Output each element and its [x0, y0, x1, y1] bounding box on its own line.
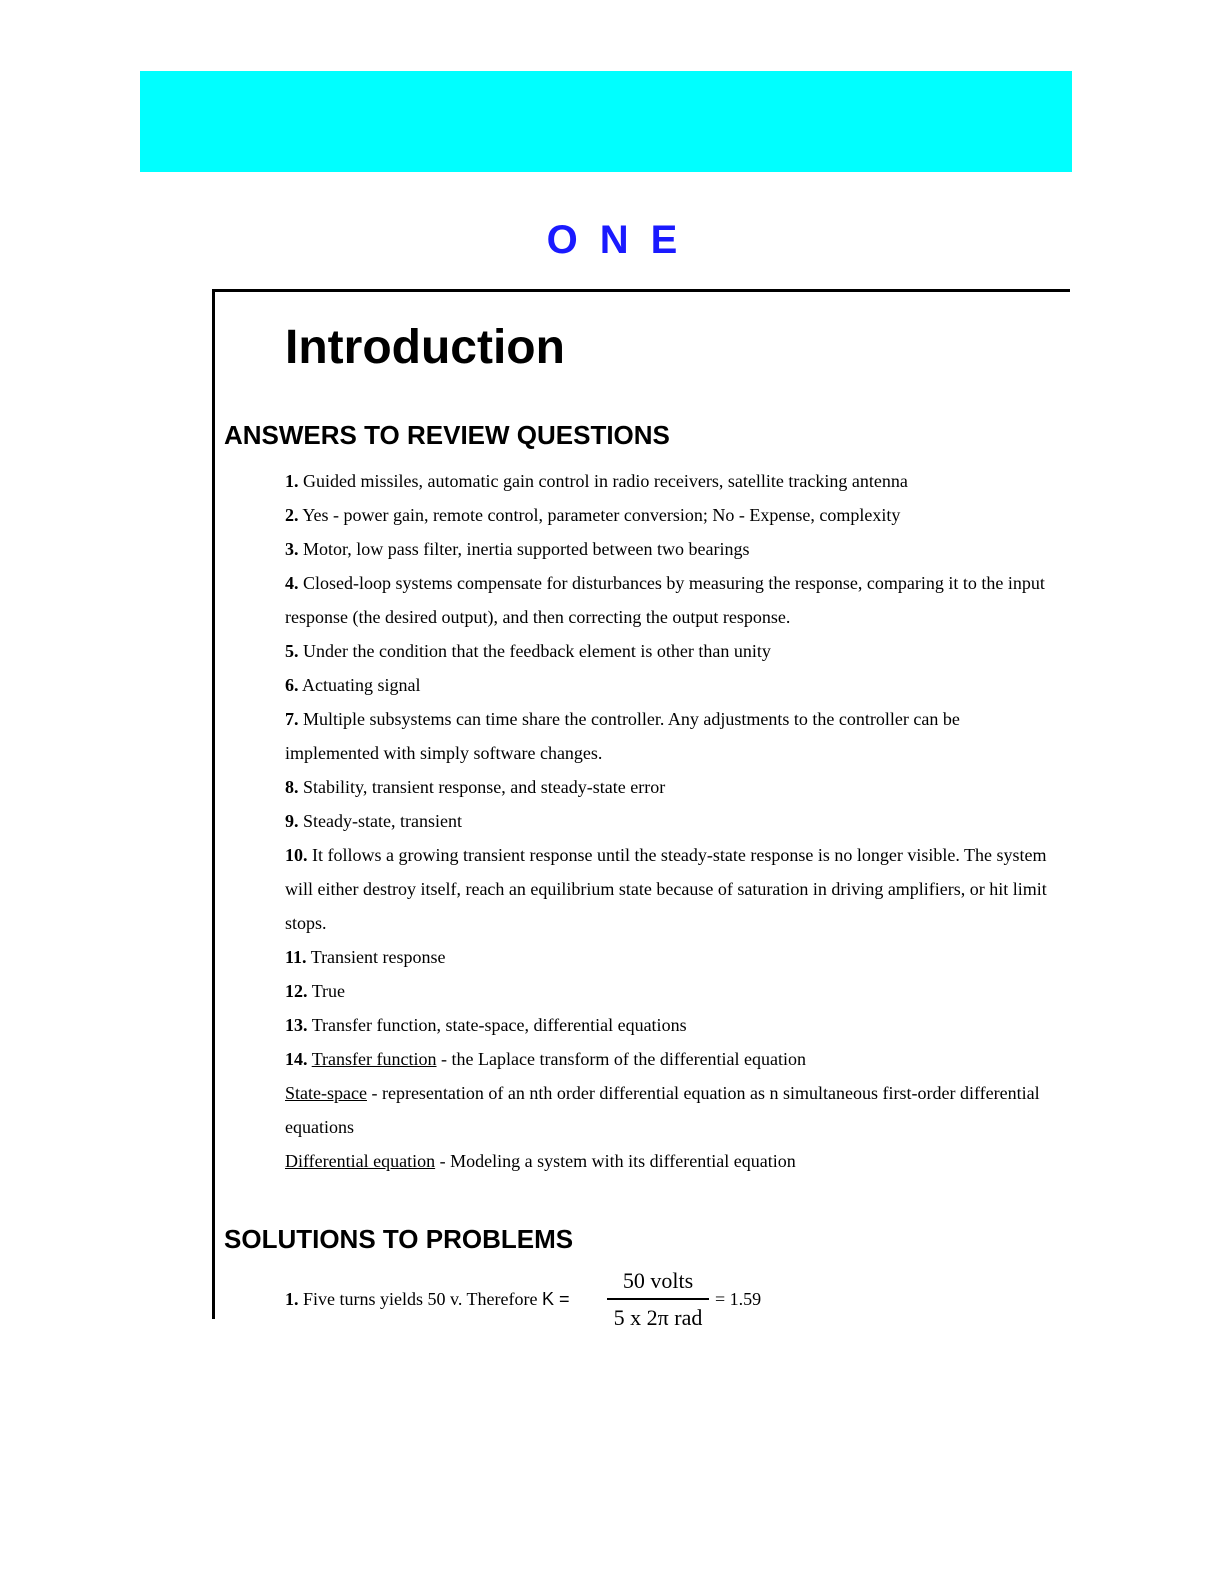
answer-text: Yes - power gain, remote control, parameter conversion; No - Expense, complexity	[302, 505, 901, 525]
answer-item	[285, 1008, 1085, 1042]
answer-text: Under the condition that the feedback element is other than unity	[303, 641, 771, 661]
answer-item	[285, 804, 1085, 838]
answer-number: 9.	[285, 811, 299, 831]
answer-text: Steady-state, transient	[303, 811, 462, 831]
frame-top-rule	[212, 289, 1070, 292]
fraction-denominator: 5 x 2π rad	[613, 1305, 703, 1330]
answer-item	[285, 464, 1085, 498]
definition-text: - representation of an nth order differential equation as n simultaneous first-order differential equations	[285, 1083, 1040, 1137]
answer-item	[285, 668, 1085, 702]
problem-statement	[285, 1289, 569, 1310]
answer-number: 2.	[285, 505, 299, 525]
definition-item	[285, 1144, 1085, 1178]
answer-text: Transfer function, state-space, differential equations	[311, 1015, 687, 1035]
answer-text: Motor, low pass filter, inertia supported between two bearings	[303, 539, 750, 559]
answer-item	[285, 838, 1075, 940]
answer-number: 5.	[285, 641, 299, 661]
gain-label: K =	[541, 1289, 570, 1309]
definition-text: - Modeling a system with its differential equation	[435, 1151, 796, 1171]
answer-number: 12.	[285, 981, 308, 1001]
gain-fraction	[607, 1266, 709, 1333]
definition-term: Transfer function	[311, 1049, 437, 1069]
problem-number: 1.	[285, 1289, 299, 1309]
answer-item	[285, 498, 1085, 532]
answer-number: 1.	[285, 471, 299, 491]
chapter-banner	[140, 71, 1072, 172]
answer-text: Guided missiles, automatic gain control in radio receivers, satellite tracking antenna	[303, 471, 908, 491]
answer-item	[285, 702, 1045, 770]
definition-term: Differential equation	[285, 1151, 436, 1171]
problem-text: Five turns yields 50 v. Therefore	[303, 1289, 538, 1309]
answer-number: 3.	[285, 539, 299, 559]
answer-item	[285, 940, 1085, 974]
fraction-bar	[607, 1298, 709, 1300]
chapter-title: Introduction	[285, 321, 565, 374]
answer-number: 8.	[285, 777, 299, 797]
answer-text: Transient response	[310, 947, 446, 967]
answer-number: 11.	[285, 947, 307, 967]
answer-number: 6.	[285, 675, 299, 695]
answer-item	[285, 634, 1085, 668]
answer-text: Closed-loop systems compensate for disturbances by measuring the response, comparing it to the input response (the desired output), and then correcting the output response.	[285, 573, 1045, 627]
answer-text: Actuating signal	[302, 675, 421, 695]
gain-result: = 1.59	[715, 1289, 762, 1309]
definition-text: - the Laplace transform of the differential equation	[436, 1049, 807, 1069]
answer-item	[285, 532, 1085, 566]
answer-item	[285, 566, 1065, 634]
answer-text: Multiple subsystems can time share the controller. Any adjustments to the controller can be implemented with simply software changes.	[285, 709, 960, 763]
answer-number: 13.	[285, 1015, 308, 1035]
answer-text: True	[311, 981, 346, 1001]
definition-item	[285, 1076, 1045, 1144]
answer-item	[285, 1042, 1085, 1076]
definition-term: State-space	[285, 1083, 367, 1103]
answer-number: 10.	[285, 845, 308, 865]
answer-item	[285, 770, 1085, 804]
answer-number: 7.	[285, 709, 299, 729]
solutions-heading: SOLUTIONS TO PROBLEMS	[224, 1224, 574, 1254]
answer-item	[285, 974, 1085, 1008]
answer-text: Stability, transient response, and steady-state error	[303, 777, 666, 797]
chapter-number: ONE	[546, 218, 700, 262]
answer-text: It follows a growing transient response until the steady-state response is no longer visible. The system will either destroy itself, reach an equilibrium state because of saturation in driving amplifiers, or hit limit stops.	[285, 845, 1047, 933]
answer-number: 14.	[285, 1049, 308, 1069]
answer-number: 4.	[285, 573, 299, 593]
fraction-numerator: 50 volts	[622, 1268, 694, 1293]
frame-left-rule	[212, 289, 215, 1319]
answers-list	[285, 464, 1085, 1178]
answers-heading: ANSWERS TO REVIEW QUESTIONS	[224, 420, 670, 450]
